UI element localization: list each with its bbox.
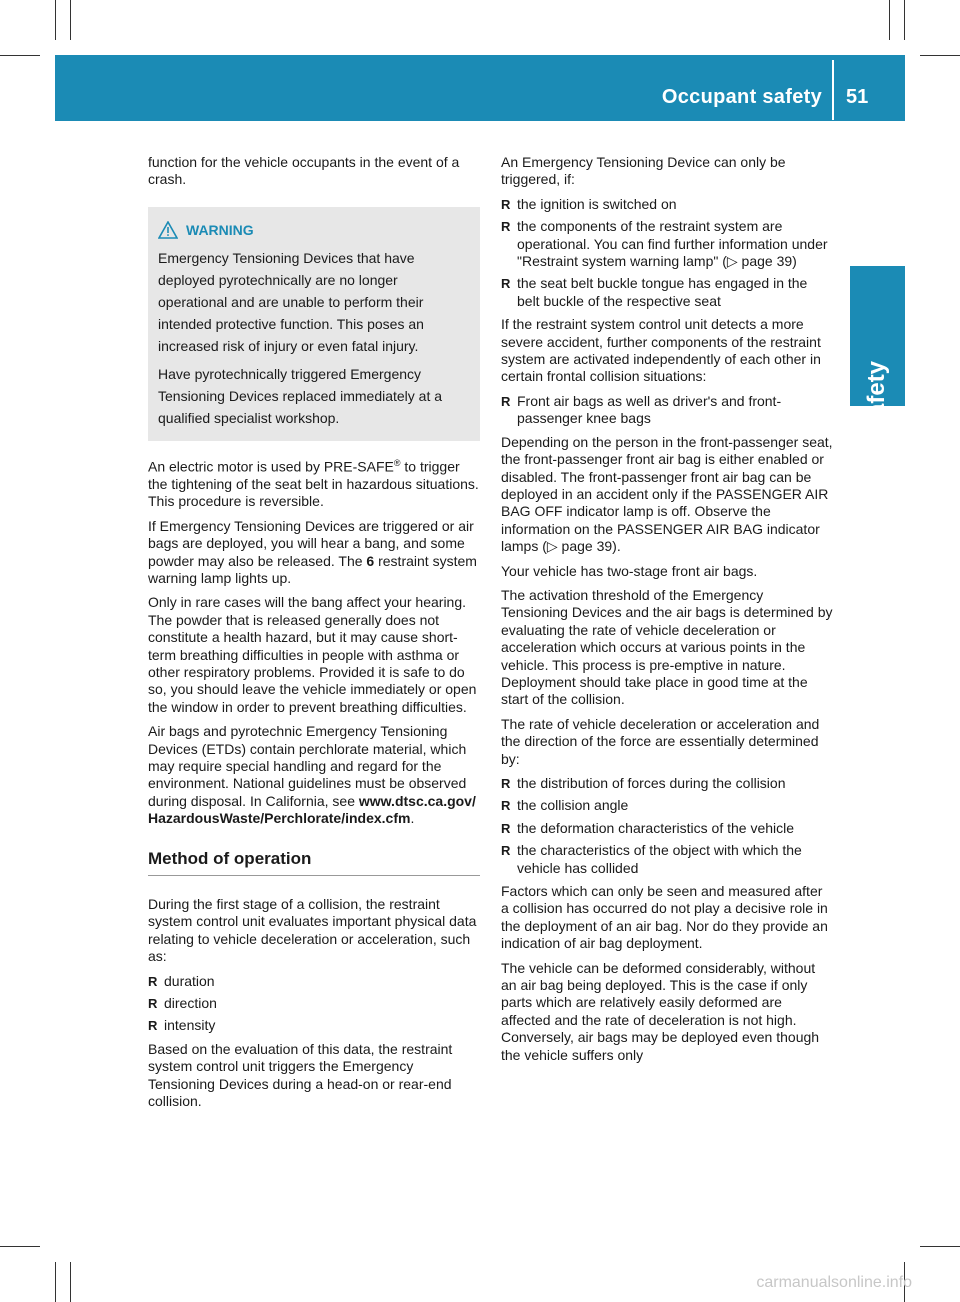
left-column [148,154,480,1117]
registered-mark: ® [393,457,401,468]
paragraph: If the restraint system control unit detects a more severe accident, further components of the restraint system are activated independently of each other in certain frontal collision situations: [501,316,821,385]
crop-mark [920,1246,960,1247]
watermark: carmanualsonline.info [756,1274,912,1291]
paragraph: Your vehicle has two-stage front air bags. [501,562,758,579]
list-item: R Front air bags as well as driver's and front-passenger knee bags [501,393,833,428]
list-item: R intensity [148,1017,480,1034]
paragraph [148,455,480,511]
paragraph: The rate of vehicle deceleration or acceleration and the direction of the force are essentially determined by: [501,715,820,767]
paragraph: The vehicle can be deformed considerably, without an air bag being deployed. This is the case if only parts which are relatively easily deformed are affected and the rate of deceleration is not high. Conversely, air bags may be deployed even though the vehicle suffers only [501,959,820,1063]
list-item: R direction [148,995,480,1012]
list-item: R the distribution of forces during the collision [501,775,833,792]
warning-triangle-icon [158,221,178,239]
text: to trigger the tightening of the seat belt in hazardous situations. This procedure is reversible. [148,458,479,510]
warning-title: WARNING [186,221,254,238]
crop-mark [55,0,56,40]
paragraph: Factors which can only be seen and measured after a collision has occurred do not play a decisive role in the deployment of an air bag. Nor do they provide an indication of air bag deployment. [501,883,828,952]
section-heading: Method of operation [148,850,480,876]
right-column [501,154,833,1071]
text: Air bags and pyrotechnic Emergency Tensioning Devices (ETDs) contain perchlorate material, which may require special handling and regard for the environment. National guidelines must be observed during disposal. In California, see [148,723,467,809]
bullet-list [501,775,833,877]
list-item: R the characteristics of the object with which the vehicle has collided [501,842,833,877]
paragraph: An Emergency Tensioning Device can only be triggered, if: [501,154,786,188]
paragraph [148,723,480,827]
text: An electric motor is used by PRE-SAFE [148,458,394,475]
website-link[interactable]: www.dtsc.ca.gov/ HazardousWaste/Perchlorate/index.cfm [148,792,476,827]
paragraph: function for the vehicle occupants in the event of a crash. [148,154,460,188]
list-item: R the seat belt buckle tongue has engaged in the belt buckle of the respective seat [501,275,833,310]
paragraph: Based on the evaluation of this data, the restraint system control unit triggers the Emergency Tensioning Devices during a head-on or rear-end collision. [148,1040,453,1110]
warning-text: Emergency Tensioning Devices that have deployed pyrotechnically are no longer operational and are unable to perform their intended protective function. This poses an increased risk of injury or even fatal injury. [158,249,424,354]
page-number: 51 [846,86,869,108]
list-item: R the ignition is switched on [501,196,833,213]
crop-mark [55,1262,56,1302]
bullet-list [148,973,480,1035]
paragraph: Depending on the person in the front-passenger seat, the front-passenger front air bag is either enabled or disabled. The front-passenger front air bag can be deployed in an accident only if the PASSENGER AIR BAG OFF indicator lamp is off. Observe the information on the PASSENGER AIR BAG indicator lamps (▷ page 39). [501,433,833,555]
list-item: R duration [148,973,480,990]
warning-header [158,219,470,241]
warning-text: Have pyrotechnically triggered Emergency Tensioning Devices replaced immediately at a qualified specialist workshop. [158,365,443,426]
header-separator [832,60,834,120]
page-title: Occupant safety [661,86,822,108]
text: . [410,810,415,827]
paragraph: Only in rare cases will the bang affect your hearing. The powder that is released generally does not constitute a health hazard, but it may cause short-term breathing difficulties in people with asthma or other respiratory problems. Provided it is safe to do so, you should leave the vehicle immediately or open the window in order to prevent breathing difficulties. [148,594,477,715]
crop-mark [920,55,960,56]
paragraph: The activation threshold of the Emergency Tensioning Devices and the air bags is determined by evaluating the rate of vehicle deceleration or acceleration which occurs at various points in the vehicle. This process is pre-emptive in nature. Deployment should take place in good time at the start of the collision. [501,586,833,708]
warning-box [148,207,480,441]
side-tab-label: Safety [862,360,890,433]
text: If Emergency Tensioning Devices are triggered or air bags are deployed, you will hear a bang, and some powder may also be released. The [148,517,474,569]
list-item: R the collision angle [501,797,833,814]
list-item: R the components of the restraint system are operational. You can find further information under "Restraint system warning lamp" (▷ page 39) [501,218,833,270]
crop-mark [0,55,40,56]
list-item: R the deformation characteristics of the vehicle [501,820,833,837]
crop-mark [70,1262,71,1302]
crop-mark [904,0,905,40]
crop-mark [889,0,890,40]
paragraph [148,518,480,588]
bullet-list [501,196,833,310]
restraint-warning-lamp-icon: 6 [366,552,375,569]
text: restraint system warning lamp lights up. [148,552,477,586]
crop-mark [0,1246,40,1247]
paragraph: During the first stage of a collision, the restraint system control unit evaluates important physical data relating to vehicle deceleration or acceleration, such as: [148,896,477,965]
crop-mark [70,0,71,40]
bullet-list [501,393,833,428]
